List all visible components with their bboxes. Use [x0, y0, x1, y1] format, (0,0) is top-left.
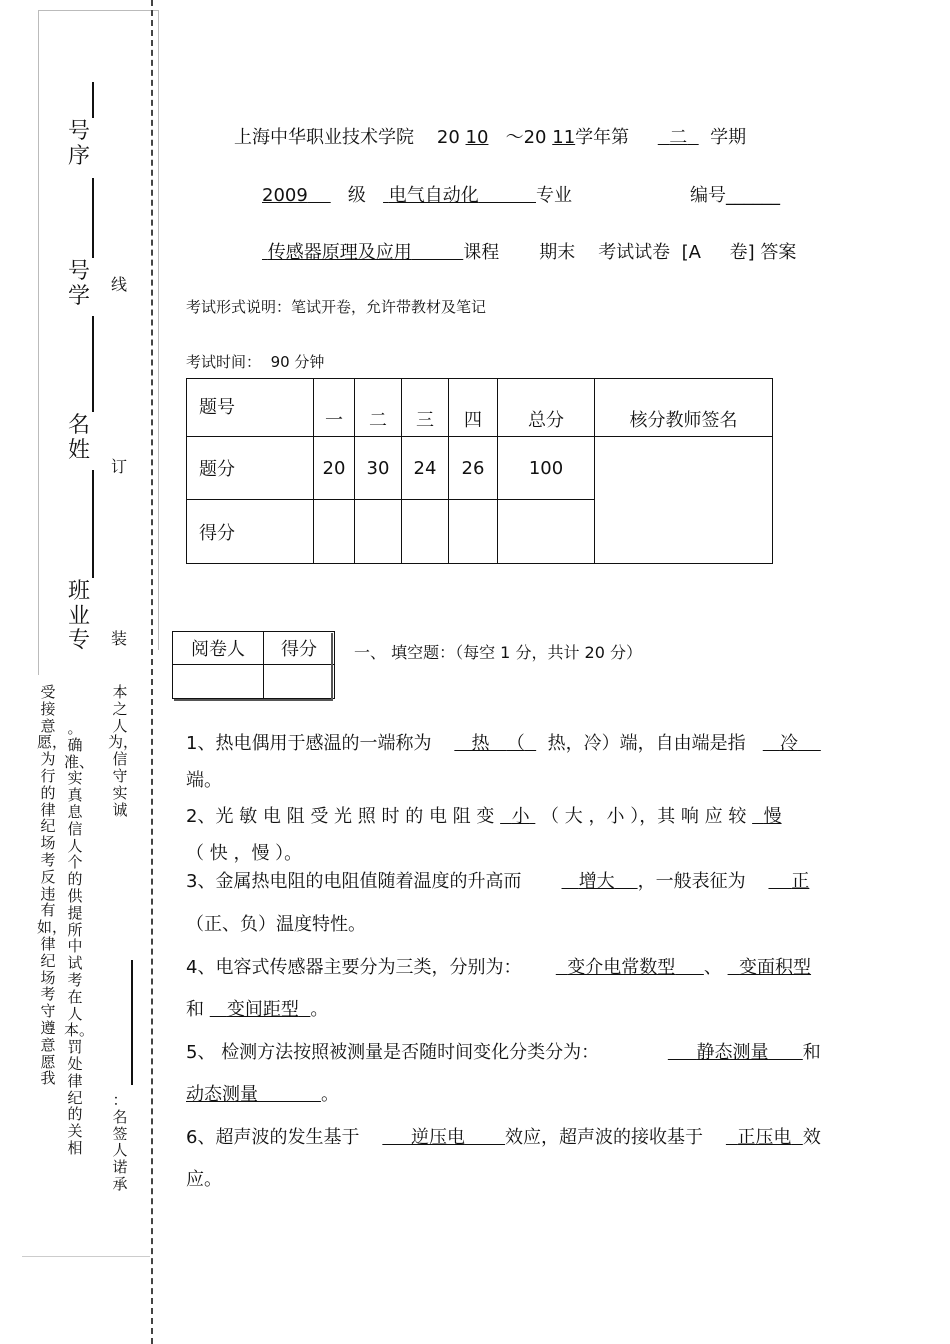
field-name: 名姓 [67, 413, 90, 463]
pledge-column-3: 受接意愿，为行的律纪场考反违有如，律纪场考守遵意愿我 [37, 683, 68, 1088]
section-score-cell[interactable] [264, 665, 335, 699]
answer-5-2: 动态测量 [186, 1084, 258, 1105]
year-end-suffix: 11 [552, 127, 576, 148]
question-1: 1、热电偶用于感温的一端称为 热 （ 热，冷）端，自由端是指 冷 [186, 730, 868, 758]
answer-5-1: 静态测量 [696, 1042, 769, 1063]
course-label: 课程 [463, 242, 500, 263]
answer-2-1: 小 [511, 806, 530, 827]
answer-4-2: 变面积型 [739, 957, 812, 978]
score-cell-4[interactable] [449, 500, 498, 564]
answer-6-1: 逆压电 [410, 1127, 465, 1148]
margin-inner-line [38, 10, 39, 675]
col-header-1: 一 [314, 379, 355, 437]
school-name: 上海中华职业技术学院 [234, 127, 414, 148]
grade-value: 2009 [262, 185, 308, 206]
section-1-title: 一、 填空题：（每空 1 分，共计 20 分） [354, 643, 642, 662]
binding-staple-label: 订 [110, 457, 127, 476]
question-3: 3、金属热电阻的电阻值随着温度的升高而 增大 ，一般表征为 正 [186, 871, 810, 892]
grader-box-shadow [331, 633, 333, 701]
col-header-3: 三 [402, 379, 449, 437]
header-line-1 [234, 123, 746, 149]
major-label: 专业 [536, 185, 572, 206]
answer-3-1: 增大 [578, 871, 615, 892]
final-label: 期末 [539, 242, 576, 263]
points-3: 24 [402, 437, 449, 500]
table-row [187, 437, 773, 500]
row-label-question-no: 题号 [187, 379, 314, 437]
answer-label: 卷] 答案 [729, 242, 797, 263]
exam-time: 考试时间： 90 分钟 [186, 353, 325, 371]
year-start-suffix: 10 [465, 127, 489, 148]
score-cell-1[interactable] [314, 500, 355, 564]
field-line-3 [92, 316, 94, 412]
points-total: 100 [498, 437, 595, 500]
question-3-cont: （正、负）温度特性。 [186, 914, 366, 935]
score-cell-3[interactable] [402, 500, 449, 564]
question-5: 5、 检测方法按照被测量是否随时间变化分类分为： 静态测量 和 [186, 1042, 821, 1063]
field-student-id: 号学 [67, 259, 90, 309]
dashed-cut-line [151, 0, 153, 1344]
margin-top-line [38, 10, 159, 11]
term-value: 二 [669, 127, 688, 148]
major-value: 电气自动化 [388, 185, 479, 206]
question-4: 4、电容式传感器主要分为三类，分别为： 变介电常数型 、 变面积型 [186, 957, 812, 978]
margin-bottom-line [22, 1256, 150, 1257]
answer-3-2: 正 [791, 871, 810, 892]
question-1-cont: 端。 [186, 770, 222, 791]
answer-1-2: 冷 [779, 733, 798, 754]
score-cell-total[interactable] [498, 500, 595, 564]
school-year-label: 学年第 [575, 127, 630, 148]
question-6-cont: 应。 [186, 1169, 222, 1190]
field-line-2 [92, 178, 94, 258]
col-header-signature: 核分教师签名 [595, 379, 773, 437]
serial-number-field: 编号______ [690, 185, 780, 206]
question-4-cont: 和 变间距型 。 [186, 999, 329, 1020]
signature-cell[interactable] [595, 437, 773, 564]
reviewer-cell[interactable] [173, 665, 264, 699]
field-line-4 [92, 470, 94, 578]
volume-letter: [A [681, 242, 701, 263]
header-line-3 [262, 238, 796, 264]
header-line-2 [262, 181, 572, 207]
answer-2-2: 慢 [763, 806, 782, 827]
table-row [173, 665, 335, 699]
pledge-signature-line [131, 960, 133, 1085]
points-2: 30 [355, 437, 402, 500]
field-serial-number: 号序 [67, 119, 90, 169]
field-class-major: 班业专 [67, 579, 90, 654]
question-5-cont: 动态测量 。 [186, 1084, 339, 1105]
table-row [187, 379, 773, 437]
exam-paper-label: 考试试卷 [598, 242, 671, 263]
field-line-1 [92, 82, 94, 118]
binding-line-label: 线 [110, 275, 127, 294]
binding-bind-label: 装 [110, 629, 127, 648]
row-label-points: 题分 [187, 437, 314, 500]
margin-outer-line [158, 10, 159, 650]
score-cell-2[interactable] [355, 500, 402, 564]
table-row [173, 632, 335, 665]
grade-label: 级 [347, 185, 366, 206]
question-2-cont: （ 快 ，慢 ）。 [186, 843, 303, 864]
year-tilde: ～20 [505, 127, 547, 148]
score-label: 得分 [264, 632, 335, 665]
points-4: 26 [449, 437, 498, 500]
year-start-prefix: 20 [436, 127, 460, 148]
points-1: 20 [314, 437, 355, 500]
pledge-column-1: 本之人为，信守实诚 [108, 683, 139, 819]
answer-6-2: 正压电 [737, 1127, 792, 1148]
exam-form-note: 考试形式说明：笔试开卷，允许带教材及笔记 [186, 298, 487, 316]
course-name: 传感器原理及应用 [267, 242, 412, 263]
question-2: 2、光 敏 电 阻 受 光 照 时 的 电 阻 变 小 （ 大 ，小 ），其 响 应 较 慢 [186, 806, 782, 827]
pledge-column-2: ：名签人诺承 [112, 1091, 128, 1193]
col-header-total: 总分 [498, 379, 595, 437]
col-header-4: 四 [449, 379, 498, 437]
reviewer-label: 阅卷人 [173, 632, 264, 665]
score-table [186, 378, 773, 564]
col-header-2: 二 [355, 379, 402, 437]
answer-1-1: 热 （ [471, 733, 525, 754]
term-label: 学期 [710, 127, 747, 148]
row-label-score: 得分 [187, 500, 314, 564]
answer-4-3: 变间距型 [226, 999, 299, 1020]
answer-4-1: 变介电常数型 [567, 957, 676, 978]
question-6: 6、超声波的发生基于 逆压电 效应，超声波的接收基于 正压电 效 [186, 1127, 821, 1148]
grader-box [172, 631, 335, 699]
grader-box-shadow-bottom [174, 699, 333, 701]
pledge-column-4: 。确准、实真息信人个的供提所中试考在人本。罚处律纪的关相 [64, 719, 95, 1157]
